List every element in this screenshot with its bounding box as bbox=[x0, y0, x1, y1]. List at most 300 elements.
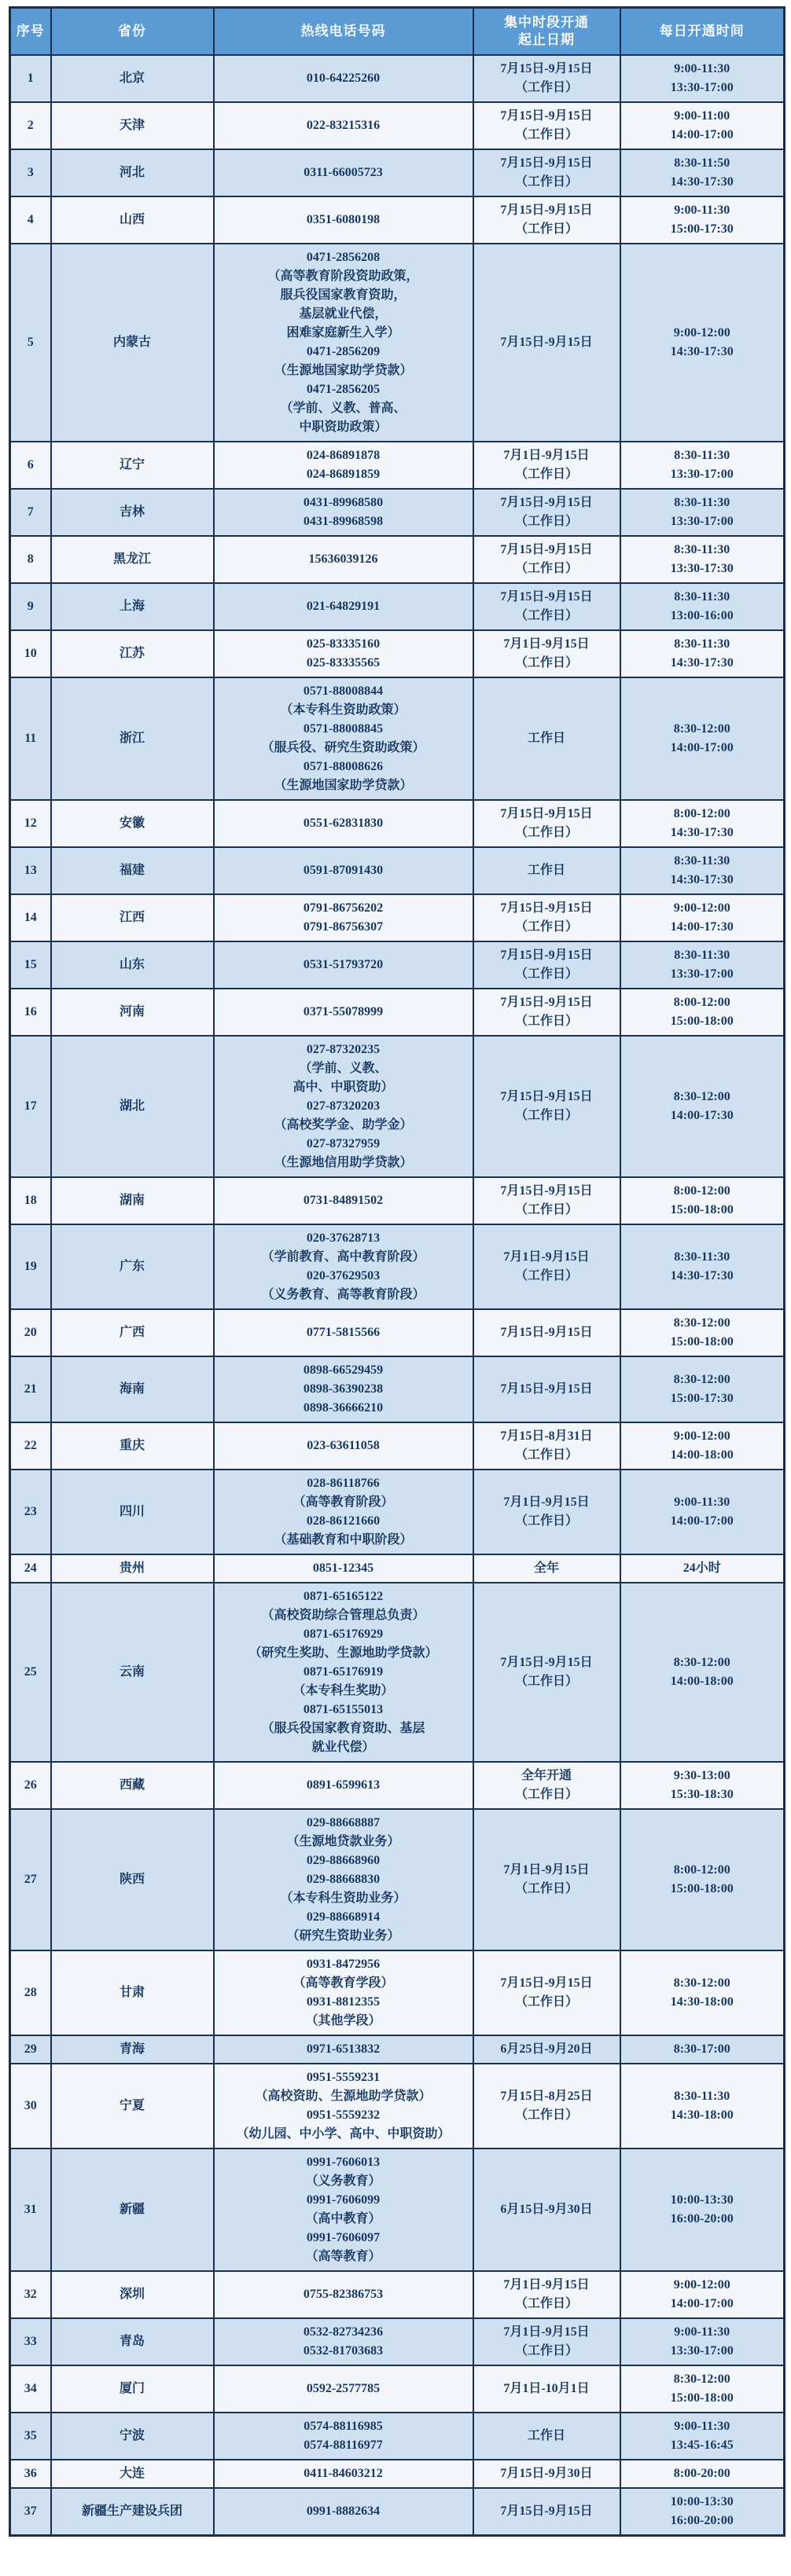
cell-dates-line: 7月1日-9月15日 bbox=[503, 449, 590, 462]
cell-dates-line: 7月15日-9月15日 bbox=[500, 1382, 593, 1396]
cell-phones-line: （服兵役、研究生资助政策） bbox=[261, 741, 425, 754]
cell-dates-line: （工作日） bbox=[514, 175, 578, 189]
cell-index-line: 16 bbox=[24, 1005, 37, 1018]
cell-dates bbox=[473, 196, 620, 244]
cell-phones bbox=[214, 989, 473, 1036]
cell-index-line: 7 bbox=[27, 505, 34, 519]
cell-index-line: 33 bbox=[24, 2335, 37, 2348]
cell-index-line: 1 bbox=[27, 72, 34, 85]
cell-index-line: 3 bbox=[27, 166, 34, 179]
cell-dates-line: 7月15日-9月15日 bbox=[500, 996, 593, 1009]
cell-index bbox=[10, 989, 51, 1036]
table-row bbox=[10, 2064, 785, 2149]
cell-dates bbox=[473, 149, 620, 196]
cell-times bbox=[620, 2460, 785, 2488]
cell-phones-line: 0991-7606099 bbox=[306, 2193, 381, 2207]
cell-dates-line: 6月15日-9月30日 bbox=[500, 2203, 593, 2216]
cell-dates bbox=[473, 1809, 620, 1950]
cell-dates-line: 7月15日-9月15日 bbox=[500, 336, 593, 349]
cell-phones-line: 服兵役国家教育资助， bbox=[280, 288, 407, 302]
cell-index bbox=[10, 894, 51, 941]
cell-phones bbox=[214, 2365, 473, 2413]
table-row bbox=[10, 941, 785, 989]
cell-dates bbox=[473, 489, 620, 536]
cell-index bbox=[10, 630, 51, 677]
cell-province-line: 宁夏 bbox=[119, 2099, 145, 2112]
cell-dates-line: 7月15日-9月15日 bbox=[500, 1326, 593, 1339]
cell-times-line: 15:00-18:00 bbox=[670, 2391, 734, 2405]
cell-index-line: 12 bbox=[24, 816, 37, 830]
cell-phones-line: 0532-82734236 bbox=[303, 2325, 384, 2339]
cell-times-line: 14:30-18:00 bbox=[670, 1995, 734, 2009]
cell-dates bbox=[473, 1356, 620, 1422]
cell-dates-line: 7月15日-8月31日 bbox=[500, 1429, 593, 1443]
cell-phones-line: 0431-89968598 bbox=[303, 515, 384, 528]
cell-times-line: 8:30-12:00 bbox=[673, 1656, 730, 1669]
cell-province bbox=[51, 583, 214, 630]
cell-province-line: 黑龙江 bbox=[112, 552, 151, 566]
cell-phones bbox=[214, 196, 473, 244]
cell-phones-line: 0551-62831830 bbox=[303, 816, 384, 830]
cell-times-line: 14:30-17:30 bbox=[670, 1269, 734, 1282]
cell-province bbox=[51, 800, 214, 847]
cell-phones-line: （其他学段） bbox=[305, 2014, 381, 2027]
cell-dates-line: 工作日 bbox=[527, 732, 565, 745]
cell-times-line: 13:00-16:00 bbox=[670, 609, 734, 622]
cell-phones-line: 027-87320235 bbox=[306, 1043, 381, 1056]
cell-dates-line: （工作日） bbox=[514, 1109, 578, 1122]
cell-province-line: 厦门 bbox=[119, 2382, 145, 2395]
table-row bbox=[10, 536, 785, 583]
cell-times bbox=[620, 102, 785, 149]
cell-province bbox=[51, 1422, 214, 1470]
cell-dates-line: （工作日） bbox=[514, 2344, 578, 2358]
cell-province bbox=[51, 630, 214, 677]
cell-times bbox=[620, 2365, 785, 2413]
cell-phones-line: 0471-2856208 bbox=[306, 251, 381, 264]
cell-phones-line: （高中教育） bbox=[305, 2212, 381, 2226]
cell-province bbox=[51, 1356, 214, 1422]
cell-province bbox=[51, 2488, 214, 2536]
table-body bbox=[10, 55, 785, 2536]
cell-times-line: 14:00-17:00 bbox=[670, 1514, 734, 1528]
cell-times bbox=[620, 1422, 785, 1470]
cell-times bbox=[620, 489, 785, 536]
cell-province-line: 山西 bbox=[119, 213, 145, 226]
table-row bbox=[10, 1809, 785, 1950]
col-header-times: 每日开通时间 bbox=[620, 8, 785, 56]
table-row bbox=[10, 196, 785, 244]
cell-times bbox=[620, 941, 785, 989]
cell-phones bbox=[214, 2035, 473, 2064]
cell-phones-line: （服兵役国家教育资助、基层 bbox=[261, 1722, 425, 1735]
cell-phones-line: 028-86121660 bbox=[306, 1514, 381, 1528]
cell-phones bbox=[214, 2413, 473, 2460]
cell-phones-line: 010-64225260 bbox=[306, 72, 381, 85]
cell-times-line: 8:00-20:00 bbox=[673, 2467, 730, 2480]
cell-phones-line: 0991-8882634 bbox=[306, 2504, 381, 2518]
cell-dates-line: 7月1日-9月15日 bbox=[503, 637, 590, 651]
cell-times-line: 8:30-12:00 bbox=[673, 1373, 730, 1386]
cell-phones-line: 0411-84603212 bbox=[304, 2467, 383, 2480]
cell-dates-line: 工作日 bbox=[527, 2429, 565, 2442]
col-header-dates-line1: 集中时段开通 bbox=[504, 15, 589, 30]
table-row bbox=[10, 1422, 785, 1470]
cell-phones bbox=[214, 149, 473, 196]
cell-phones-line: （幼儿园、中小学、高中、中职资助） bbox=[236, 2127, 451, 2141]
cell-province bbox=[51, 847, 214, 894]
cell-dates bbox=[473, 536, 620, 583]
cell-times-line: 14:00-18:00 bbox=[670, 1448, 734, 1462]
cell-times-line: 13:30-17:30 bbox=[670, 562, 734, 575]
cell-times-line: 14:00-17:00 bbox=[670, 128, 734, 141]
cell-dates bbox=[473, 847, 620, 894]
cell-index bbox=[10, 2413, 51, 2460]
cell-index-line: 8 bbox=[27, 552, 34, 566]
cell-phones-line: 0898-36666210 bbox=[303, 1401, 384, 1415]
cell-times-line: 15:00-18:00 bbox=[670, 1882, 734, 1895]
cell-province-line: 福建 bbox=[119, 864, 145, 877]
cell-index bbox=[10, 102, 51, 149]
cell-times-line: 8:00-12:00 bbox=[673, 996, 730, 1009]
cell-dates-line: （工作日） bbox=[514, 81, 578, 94]
cell-province-line: 浙江 bbox=[119, 732, 145, 745]
cell-times-line: 15:30-18:30 bbox=[670, 1788, 734, 1801]
cell-times-line: 13:30-17:00 bbox=[670, 515, 734, 528]
cell-province-line: 甘肃 bbox=[119, 1986, 145, 1999]
cell-phones-line: 027-87320203 bbox=[306, 1099, 381, 1113]
cell-index bbox=[10, 1554, 51, 1583]
cell-phones-line: 028-86118766 bbox=[307, 1477, 380, 1490]
cell-index bbox=[10, 1470, 51, 1554]
cell-index bbox=[10, 149, 51, 196]
cell-times-line: 8:30-11:30 bbox=[674, 1250, 730, 1264]
cell-index-line: 21 bbox=[24, 1382, 37, 1396]
cell-phones-line: （高等教育学段） bbox=[292, 1976, 394, 1990]
cell-province bbox=[51, 2035, 214, 2064]
cell-dates bbox=[473, 244, 620, 442]
cell-index bbox=[10, 1809, 51, 1950]
cell-index bbox=[10, 1036, 51, 1177]
cell-dates-line: 全年 bbox=[533, 1561, 559, 1575]
col-header-dates-line2: 起止日期 bbox=[518, 32, 575, 47]
cell-phones-line: 0931-8812355 bbox=[306, 1995, 381, 2009]
cell-times-line: 8:30-12:00 bbox=[673, 1316, 730, 1330]
cell-phones-line: 024-86891859 bbox=[306, 468, 381, 481]
cell-times-line: 14:30-17:30 bbox=[670, 345, 734, 358]
cell-times-line: 8:30-12:00 bbox=[673, 2372, 730, 2386]
cell-province bbox=[51, 894, 214, 941]
cell-index bbox=[10, 536, 51, 583]
cell-index bbox=[10, 583, 51, 630]
cell-province-line: 湖南 bbox=[119, 1194, 145, 1207]
cell-phones-line: （义务教育、高等教育阶段） bbox=[261, 1288, 425, 1301]
cell-times bbox=[620, 800, 785, 847]
cell-phones-line: 0471-2856205 bbox=[306, 383, 381, 396]
cell-phones-line: （研究生资助业务） bbox=[286, 1929, 400, 1943]
cell-dates-line: 7月15日-9月15日 bbox=[500, 949, 593, 962]
cell-phones-line: 高中、中职资助） bbox=[292, 1081, 394, 1094]
cell-phones bbox=[214, 1809, 473, 1950]
cell-index-line: 22 bbox=[24, 1439, 37, 1452]
cell-province-line: 内蒙古 bbox=[112, 336, 151, 349]
cell-times bbox=[620, 2413, 785, 2460]
cell-phones-line: 就业代偿） bbox=[311, 1741, 375, 1754]
table-row bbox=[10, 102, 785, 149]
cell-phones-line: 0791-86756307 bbox=[303, 920, 384, 934]
cell-dates-line: 7月15日-9月15日 bbox=[500, 1090, 593, 1103]
table-row bbox=[10, 2035, 785, 2064]
cell-province bbox=[51, 2271, 214, 2318]
cell-phones-line: 029-88668960 bbox=[306, 1854, 381, 1867]
cell-phones-line: 基层就业代偿， bbox=[299, 307, 388, 321]
table-row bbox=[10, 149, 785, 196]
table-row bbox=[10, 442, 785, 489]
cell-times-line: 8:30-11:30 bbox=[674, 590, 730, 604]
cell-times bbox=[620, 244, 785, 442]
cell-times-line: 14:30-17:30 bbox=[670, 175, 734, 189]
cell-dates-line: 7月1日-9月15日 bbox=[503, 1863, 590, 1877]
cell-times bbox=[620, 847, 785, 894]
cell-province-line: 河北 bbox=[119, 166, 145, 179]
cell-province-line: 辽宁 bbox=[119, 458, 145, 472]
cell-times bbox=[620, 442, 785, 489]
cell-index bbox=[10, 2365, 51, 2413]
cell-index-line: 13 bbox=[24, 864, 37, 877]
cell-index-line: 11 bbox=[24, 732, 37, 745]
cell-index-line: 35 bbox=[24, 2429, 37, 2442]
cell-phones-line: （研究生奖助、生源地助学贷款） bbox=[248, 1646, 438, 1660]
cell-province-line: 上海 bbox=[119, 600, 145, 613]
cell-dates-line: 7月15日-9月15日 bbox=[500, 807, 593, 820]
cell-index bbox=[10, 677, 51, 800]
table-row bbox=[10, 1762, 785, 1809]
cell-dates-line: （工作日） bbox=[514, 656, 578, 670]
cell-dates bbox=[473, 1470, 620, 1554]
cell-dates-line: （工作日） bbox=[514, 1203, 578, 1216]
cell-dates-line: （工作日） bbox=[514, 1788, 578, 1801]
cell-phones-line: 0991-7606097 bbox=[306, 2231, 381, 2244]
cell-province bbox=[51, 244, 214, 442]
cell-times bbox=[620, 2488, 785, 2536]
cell-dates bbox=[473, 1309, 620, 1356]
cell-province bbox=[51, 1177, 214, 1224]
col-header-dates bbox=[473, 8, 620, 56]
cell-dates-line: （工作日） bbox=[514, 1015, 578, 1028]
cell-dates bbox=[473, 2460, 620, 2488]
cell-dates bbox=[473, 1950, 620, 2035]
cell-index bbox=[10, 2488, 51, 2536]
table-row bbox=[10, 1583, 785, 1762]
cell-times bbox=[620, 1470, 785, 1554]
cell-phones-line: 0755-82386753 bbox=[303, 2288, 384, 2301]
cell-province-line: 陕西 bbox=[119, 1873, 145, 1886]
cell-phones-line: 0871-65176919 bbox=[303, 1665, 384, 1679]
cell-phones-line: （生源地国家助学贷款） bbox=[274, 364, 413, 377]
cell-phones-line: 029-88668914 bbox=[306, 1910, 381, 1924]
cell-phones-line: （生源地信用助学贷款） bbox=[274, 1156, 413, 1169]
cell-province bbox=[51, 102, 214, 149]
cell-phones bbox=[214, 102, 473, 149]
cell-phones-line: 0898-66529459 bbox=[303, 1363, 384, 1377]
cell-index-line: 36 bbox=[24, 2467, 37, 2480]
header-row bbox=[10, 8, 785, 56]
cell-times-line: 8:00-12:00 bbox=[673, 1184, 730, 1198]
cell-dates bbox=[473, 102, 620, 149]
cell-times-line: 14:30-17:30 bbox=[670, 873, 734, 886]
cell-phones bbox=[214, 1177, 473, 1224]
col-header-phone: 热线电话号码 bbox=[214, 8, 473, 56]
cell-times bbox=[620, 894, 785, 941]
cell-phones bbox=[214, 630, 473, 677]
cell-dates-line: 7月1日-9月15日 bbox=[503, 2278, 590, 2292]
cell-times-line: 14:00-17:30 bbox=[670, 1109, 734, 1122]
cell-times bbox=[620, 149, 785, 196]
table-row bbox=[10, 2271, 785, 2318]
cell-dates-line: （工作日） bbox=[514, 562, 578, 575]
cell-dates-line: 7月1日-9月15日 bbox=[503, 1250, 590, 1264]
cell-dates bbox=[473, 1036, 620, 1177]
cell-times-line: 16:00-20:00 bbox=[670, 2514, 734, 2527]
cell-province-line: 吉林 bbox=[119, 505, 145, 519]
cell-dates-line: 7月15日-9月15日 bbox=[500, 156, 593, 170]
cell-index bbox=[10, 1762, 51, 1809]
table-row bbox=[10, 1554, 785, 1583]
table-row bbox=[10, 1470, 785, 1554]
cell-phones bbox=[214, 677, 473, 800]
cell-dates bbox=[473, 1762, 620, 1809]
cell-index bbox=[10, 1309, 51, 1356]
cell-phones bbox=[214, 489, 473, 536]
cell-province-line: 西藏 bbox=[119, 1778, 145, 1792]
cell-times bbox=[620, 677, 785, 800]
cell-dates bbox=[473, 894, 620, 941]
cell-dates-line: 6月25日-9月20日 bbox=[500, 2042, 593, 2056]
cell-phones bbox=[214, 244, 473, 442]
cell-dates-line: （工作日） bbox=[514, 128, 578, 141]
cell-dates-line: 7月15日-9月15日 bbox=[500, 109, 593, 123]
table-row bbox=[10, 1036, 785, 1177]
cell-index bbox=[10, 1950, 51, 2035]
table-row bbox=[10, 630, 785, 677]
cell-dates bbox=[473, 677, 620, 800]
cell-dates-line: 工作日 bbox=[527, 864, 565, 877]
cell-index-line: 14 bbox=[24, 911, 37, 924]
cell-phones bbox=[214, 1762, 473, 1809]
cell-times-line: 8:30-11:30 bbox=[674, 449, 730, 462]
cell-dates-line: 7月15日-9月15日 bbox=[500, 1184, 593, 1198]
cell-times bbox=[620, 2064, 785, 2149]
cell-phones-line: （学前教育、高中教育阶段） bbox=[261, 1250, 425, 1264]
col-header-index: 序号 bbox=[10, 8, 51, 56]
cell-dates-line: 7月15日-9月15日 bbox=[500, 590, 593, 604]
cell-times-line: 15:00-18:00 bbox=[670, 1015, 734, 1028]
cell-province-line: 安徽 bbox=[119, 816, 145, 830]
cell-phones-line: 024-86891878 bbox=[306, 449, 381, 462]
cell-province bbox=[51, 196, 214, 244]
cell-province bbox=[51, 1309, 214, 1356]
cell-index-line: 18 bbox=[24, 1194, 37, 1207]
table-row bbox=[10, 2365, 785, 2413]
cell-phones-line: 0571-88008845 bbox=[303, 722, 384, 736]
cell-phones bbox=[214, 2460, 473, 2488]
cell-index-line: 9 bbox=[27, 600, 34, 613]
cell-phones-line: 025-83335160 bbox=[306, 637, 381, 651]
table-row bbox=[10, 55, 785, 102]
cell-phones-line: 020-37629503 bbox=[306, 1269, 381, 1282]
cell-phones-line: 0592-2577785 bbox=[306, 2382, 381, 2395]
cell-index bbox=[10, 55, 51, 102]
cell-province bbox=[51, 941, 214, 989]
table-row bbox=[10, 489, 785, 536]
table-row bbox=[10, 2460, 785, 2488]
cell-times bbox=[620, 1309, 785, 1356]
cell-index bbox=[10, 2149, 51, 2271]
cell-phones-line: 0531-51793720 bbox=[303, 958, 384, 971]
cell-phones-line: （本专科生奖助） bbox=[292, 1684, 394, 1697]
cell-times-line: 15:00-17:30 bbox=[670, 1392, 734, 1405]
cell-province bbox=[51, 1470, 214, 1554]
cell-province-line: 海南 bbox=[119, 1382, 145, 1396]
cell-province-line: 广西 bbox=[119, 1326, 145, 1339]
cell-province bbox=[51, 1224, 214, 1309]
cell-phones-line: 027-87327959 bbox=[306, 1137, 381, 1150]
cell-province bbox=[51, 677, 214, 800]
cell-times-line: 14:30-18:00 bbox=[670, 2108, 734, 2122]
cell-dates bbox=[473, 1422, 620, 1470]
cell-index-line: 32 bbox=[24, 2288, 37, 2301]
cell-index bbox=[10, 1583, 51, 1762]
cell-dates bbox=[473, 1224, 620, 1309]
cell-index-line: 30 bbox=[24, 2099, 37, 2112]
table-row bbox=[10, 677, 785, 800]
cell-index-line: 19 bbox=[24, 1260, 37, 1273]
cell-dates-line: 7月15日-8月25日 bbox=[500, 2090, 593, 2103]
cell-times bbox=[620, 1950, 785, 2035]
cell-phones-line: 022-83215316 bbox=[306, 119, 381, 132]
cell-phones-line: 15636039126 bbox=[308, 552, 378, 566]
cell-phones-line: 0791-86756202 bbox=[303, 901, 384, 915]
cell-dates bbox=[473, 2149, 620, 2271]
table-row bbox=[10, 2413, 785, 2460]
cell-times-line: 8:30-11:30 bbox=[674, 543, 730, 556]
cell-index-line: 25 bbox=[24, 1665, 37, 1679]
cell-province bbox=[51, 2413, 214, 2460]
cell-dates-line: 7月1日-9月15日 bbox=[503, 2325, 590, 2339]
cell-index-line: 34 bbox=[24, 2382, 37, 2395]
cell-phones bbox=[214, 1554, 473, 1583]
cell-times-line: 8:30-11:50 bbox=[674, 156, 730, 170]
cell-times-line: 9:00-11:30 bbox=[674, 62, 730, 75]
table-row bbox=[10, 2149, 785, 2271]
cell-times-line: 13:30-17:00 bbox=[670, 81, 734, 94]
cell-province bbox=[51, 2365, 214, 2413]
cell-phones-line: 0871-65176929 bbox=[303, 1627, 384, 1641]
cell-dates-line: （工作日） bbox=[514, 1269, 578, 1282]
cell-dates-line: 7月15日-9月30日 bbox=[500, 2467, 593, 2480]
cell-index bbox=[10, 196, 51, 244]
cell-phones-line: 025-83335565 bbox=[306, 656, 381, 670]
table-row bbox=[10, 1224, 785, 1309]
cell-dates bbox=[473, 630, 620, 677]
cell-index bbox=[10, 1224, 51, 1309]
cell-province bbox=[51, 536, 214, 583]
cell-dates-line: 7月1日-10月1日 bbox=[503, 2382, 590, 2395]
cell-times bbox=[620, 1809, 785, 1950]
cell-province-line: 新疆 bbox=[119, 2203, 145, 2216]
cell-phones-line: （高校资助综合管理总负责） bbox=[261, 1609, 425, 1622]
cell-province-line: 深圳 bbox=[119, 2288, 145, 2301]
